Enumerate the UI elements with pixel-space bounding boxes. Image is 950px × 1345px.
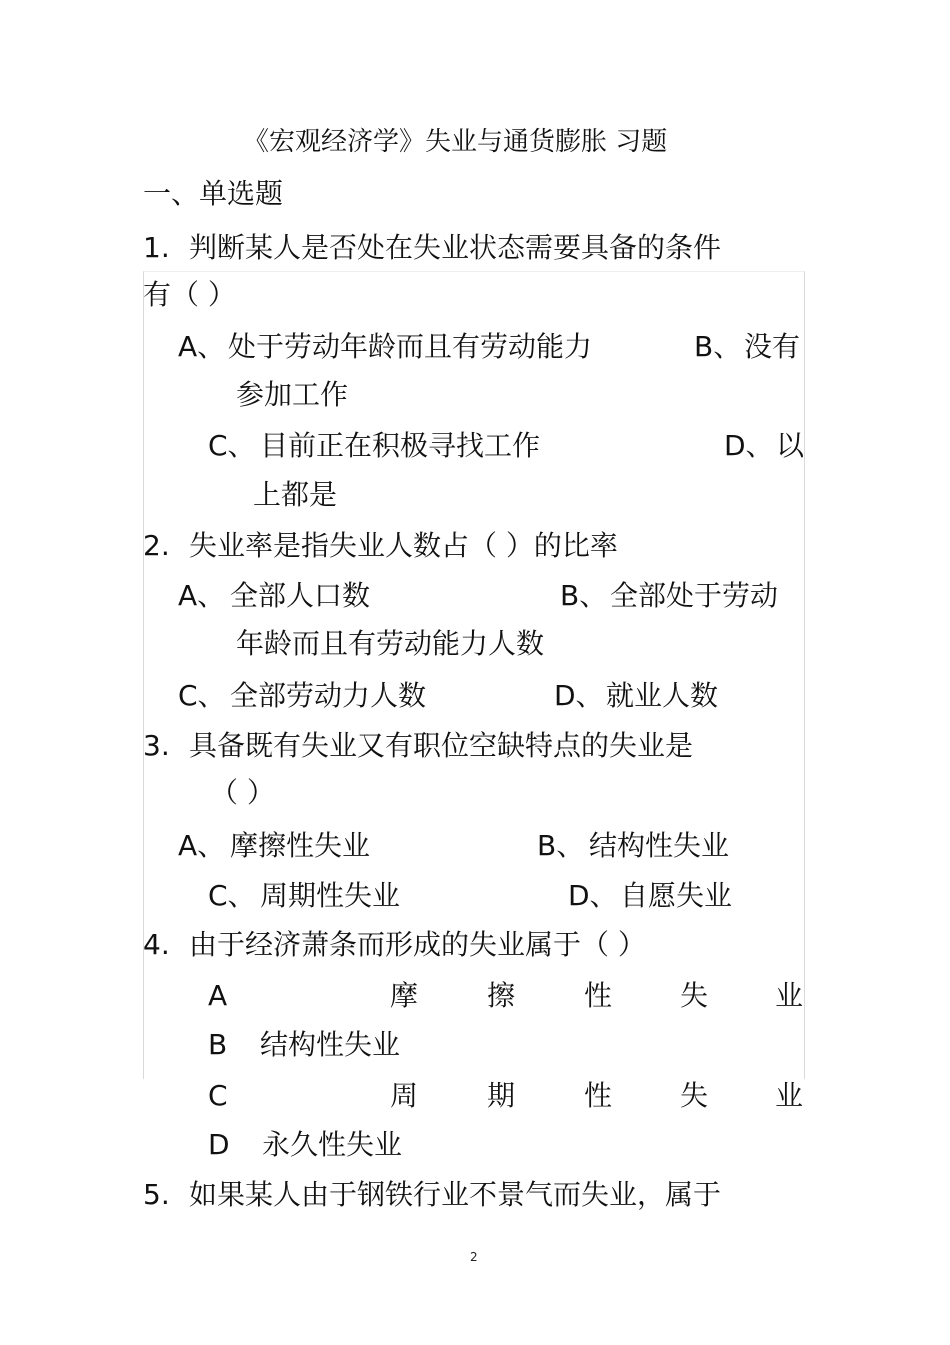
q4-option-c-char: 业 bbox=[775, 1079, 804, 1112]
q1-option-d-cont: 上都是 bbox=[253, 478, 338, 511]
q4-option-d-label: D bbox=[208, 1128, 230, 1161]
question-5-number: 5. bbox=[143, 1178, 170, 1211]
q3-option-b-label: B、 bbox=[537, 829, 585, 862]
q2-option-b-cont: 年龄而且有劳动能力人数 bbox=[236, 627, 545, 660]
q2-option-d-label: D、 bbox=[554, 679, 604, 712]
q2-option-a-label: A、 bbox=[178, 579, 226, 612]
q1-option-d-label: D、 bbox=[724, 429, 774, 462]
q3-option-a-label: A、 bbox=[178, 829, 226, 862]
q4-option-a-char: 摩 bbox=[390, 979, 419, 1012]
question-1-number: 1. bbox=[143, 231, 170, 264]
q3-option-d-label: D、 bbox=[568, 879, 618, 912]
question-4-number: 4. bbox=[143, 928, 170, 961]
q4-option-c-char: 周 bbox=[390, 1079, 419, 1112]
question-3-stem-cont: （ ） bbox=[210, 776, 275, 809]
q1-option-a-label: A、 bbox=[178, 330, 226, 363]
q1-option-c-label: C、 bbox=[208, 429, 256, 462]
question-5-stem: 如果某人由于钢铁行业不景气而失业，属于 bbox=[189, 1178, 722, 1211]
question-1-stem-cont: 有（ ） bbox=[143, 278, 236, 311]
q4-option-b-text: 结构性失业 bbox=[260, 1028, 401, 1061]
q1-option-c-text: 目前正在积极寻找工作 bbox=[260, 429, 541, 462]
q1-option-d-text: 以 bbox=[776, 429, 805, 462]
q4-option-b-label: B bbox=[208, 1028, 228, 1061]
q4-option-d-text: 永久性失业 bbox=[262, 1128, 403, 1161]
q4-option-c-char: 性 bbox=[584, 1079, 613, 1112]
q3-option-d-text: 自愿失业 bbox=[620, 879, 733, 912]
q3-option-a-text: 摩擦性失业 bbox=[230, 829, 371, 862]
q4-option-a-label: A bbox=[208, 979, 228, 1012]
question-3-stem: 具备既有失业又有职位空缺特点的失业是 bbox=[189, 729, 694, 762]
q3-option-c-label: C、 bbox=[208, 879, 256, 912]
q2-option-c-label: C、 bbox=[178, 679, 226, 712]
page-title: 《宏观经济学》失业与通货膨胀 习题 bbox=[243, 127, 668, 157]
question-2-stem: 失业率是指失业人数占（ ）的比率 bbox=[189, 529, 618, 562]
q4-option-c-char: 失 bbox=[680, 1079, 709, 1112]
question-3-number: 3. bbox=[143, 729, 170, 762]
q4-option-a-char: 性 bbox=[584, 979, 613, 1012]
q3-option-b-text: 结构性失业 bbox=[589, 829, 730, 862]
q4-option-c-char: 期 bbox=[487, 1079, 516, 1112]
q3-option-c-text: 周期性失业 bbox=[260, 879, 401, 912]
q2-option-b-text: 全部处于劳动 bbox=[610, 579, 779, 612]
q1-option-b-cont: 参加工作 bbox=[236, 378, 349, 411]
q4-option-a-char: 擦 bbox=[487, 979, 516, 1012]
question-2-number: 2. bbox=[143, 529, 170, 562]
q2-option-a-text: 全部人口数 bbox=[230, 579, 371, 612]
question-1-stem: 判断某人是否处在失业状态需要具备的条件 bbox=[189, 231, 722, 264]
q4-option-a-char: 失 bbox=[680, 979, 709, 1012]
section-heading: 一、单选题 bbox=[143, 177, 284, 210]
q2-option-b-label: B、 bbox=[560, 579, 608, 612]
q2-option-d-text: 就业人数 bbox=[606, 679, 719, 712]
question-4-stem: 由于经济萧条而形成的失业属于（ ） bbox=[189, 928, 646, 961]
q1-option-b-text: 没有 bbox=[744, 330, 801, 363]
q4-option-c-label: C bbox=[208, 1079, 228, 1112]
q2-option-c-text: 全部劳动力人数 bbox=[230, 679, 427, 712]
page-number: 2 bbox=[470, 1250, 478, 1264]
q4-option-a-char: 业 bbox=[775, 979, 804, 1012]
q1-option-a-text: 处于劳动年龄而且有劳动能力 bbox=[228, 330, 593, 363]
q1-option-b-label: B、 bbox=[694, 330, 742, 363]
